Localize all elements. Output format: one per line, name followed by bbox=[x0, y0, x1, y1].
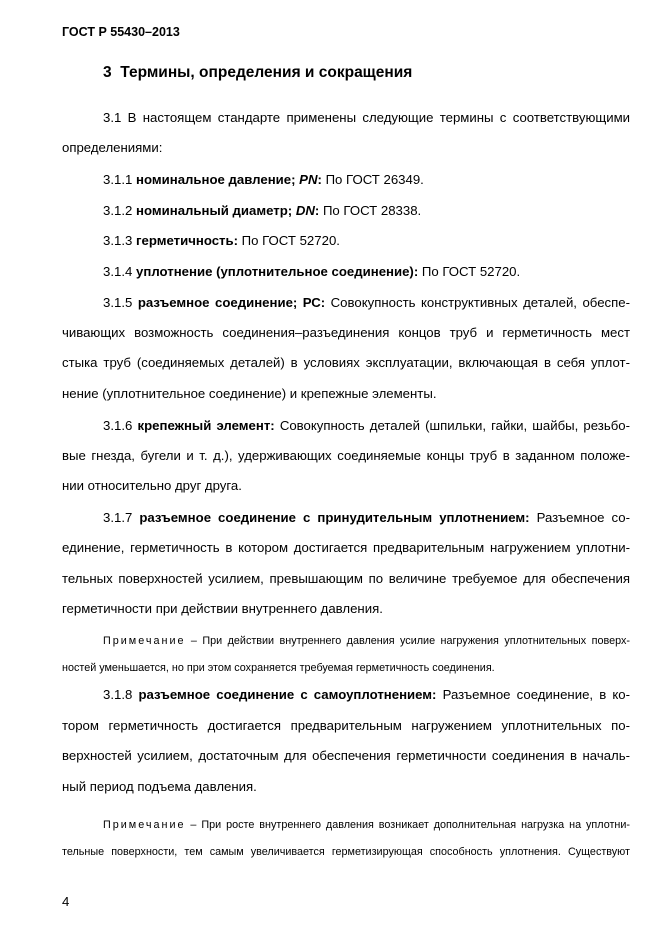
term-definition: По ГОСТ 52720. bbox=[238, 233, 340, 248]
term-name: герметичность: bbox=[136, 233, 238, 248]
page-number: 4 bbox=[62, 894, 70, 909]
term-3-1-1 bbox=[103, 172, 630, 188]
term-name: уплотнение (уплотнительное соединение): bbox=[136, 264, 419, 279]
term-3-1-8-line: ный период подъема давления. bbox=[62, 779, 257, 794]
term-abbr: DN bbox=[295, 203, 315, 218]
paragraph-3-1-line: определениями: bbox=[62, 140, 163, 155]
term-number: 3.1.8 bbox=[103, 687, 133, 702]
term-definition: Разъемное соединение, в ко- bbox=[436, 687, 630, 702]
term-3-1-5-line: стыка труб (соединяемых деталей) в условиях эксплуатации, включающая в себя уплот- bbox=[62, 355, 630, 370]
term-name: крепежный элемент: bbox=[137, 418, 275, 433]
term-3-1-3 bbox=[103, 233, 630, 249]
term-name: разъемное соединение с принудительным уплотнением: bbox=[139, 510, 530, 525]
term-3-1-8-line: верхностей усилием, достаточным для обеспечения герметичности соединения в началь- bbox=[62, 748, 630, 763]
term-3-1-5-line: чивающих возможность соединения–разъединения концов труб и герметичность мест bbox=[62, 325, 630, 340]
term-number: 3.1.6 bbox=[103, 418, 133, 433]
note-label: Примечание bbox=[103, 635, 186, 647]
note-text: – При росте внутреннего давления возникает дополнительная нагрузка на уплотни- bbox=[185, 819, 630, 831]
term-3-1-4 bbox=[103, 264, 630, 280]
term-definition: По ГОСТ 28338. bbox=[319, 203, 422, 218]
term-number: 3.1.4 bbox=[103, 264, 133, 279]
section-title: Термины, определения и сокращения bbox=[120, 64, 413, 81]
term-definition: Разъемное со- bbox=[529, 510, 630, 525]
term-number: 3.1.5 bbox=[103, 295, 133, 310]
term-3-1-6 bbox=[103, 418, 630, 434]
term-definition: По ГОСТ 26349. bbox=[321, 172, 424, 187]
term-colon: : bbox=[317, 172, 322, 187]
term-3-1-8-line: тором герметичность достигается предварительным нагружением уплотнительных по- bbox=[62, 718, 630, 733]
term-3-1-8 bbox=[103, 687, 630, 703]
note-1 bbox=[103, 634, 630, 648]
term-name: разъемное соединение; РС: bbox=[137, 295, 326, 310]
note-1-line: ностей уменьшается, но при этом сохраняется требуемая герметичность соединения. bbox=[62, 662, 495, 674]
term-abbr: PN bbox=[299, 172, 318, 187]
term-3-1-5-line: нение (уплотнительное соединение) и крепежные элементы. bbox=[62, 386, 437, 401]
term-definition: Совокупность деталей (шпильки, гайки, шайбы, резьбо- bbox=[274, 418, 631, 433]
note-label: Примечание bbox=[103, 819, 186, 831]
term-3-1-7-line: единение, герметичность в котором достигается предварительным нагружением уплотни- bbox=[62, 540, 630, 555]
paragraph-3-1-line: 3.1 В настоящем стандарте применены следующие термины с соответствующими bbox=[103, 110, 630, 125]
document-header: ГОСТ Р 55430–2013 bbox=[62, 25, 180, 39]
term-name: номинальный диаметр; bbox=[136, 203, 296, 218]
term-number: 3.1.7 bbox=[103, 510, 133, 525]
term-definition: Совокупность конструктивных деталей, обеспе- bbox=[325, 295, 630, 310]
term-3-1-7-line: тельных поверхностей усилием, превышающим по величине требуемое для обеспечения bbox=[62, 571, 630, 586]
term-number: 3.1.3 bbox=[103, 233, 133, 248]
term-name: номинальное давление; bbox=[136, 172, 300, 187]
term-3-1-7 bbox=[103, 510, 630, 526]
term-number: 3.1.1 bbox=[103, 172, 133, 187]
term-3-1-2 bbox=[103, 203, 630, 219]
section-heading bbox=[103, 64, 412, 82]
term-3-1-6-line: вые гнезда, бугели и т. д.), удерживающих соединяемые концы труб в заданном положе- bbox=[62, 448, 630, 463]
term-3-1-7-line: герметичности при действии внутреннего давления. bbox=[62, 601, 383, 616]
term-colon: : bbox=[314, 203, 320, 218]
term-3-1-5 bbox=[103, 295, 630, 311]
term-name: разъемное соединение с самоуплотнением: bbox=[138, 687, 437, 702]
note-2-line: тельные поверхности, тем самым увеличивается герметизирующая способность уплотнения. Существуют bbox=[62, 846, 630, 858]
term-number: 3.1.2 bbox=[103, 203, 133, 218]
term-definition: По ГОСТ 52720. bbox=[418, 264, 521, 279]
section-number: 3 bbox=[103, 64, 112, 81]
note-2 bbox=[103, 818, 630, 832]
note-text: – При действии внутреннего давления усилие нагружения уплотнительных поверх- bbox=[185, 635, 630, 647]
term-3-1-6-line: нии относительно друг друга. bbox=[62, 478, 242, 493]
